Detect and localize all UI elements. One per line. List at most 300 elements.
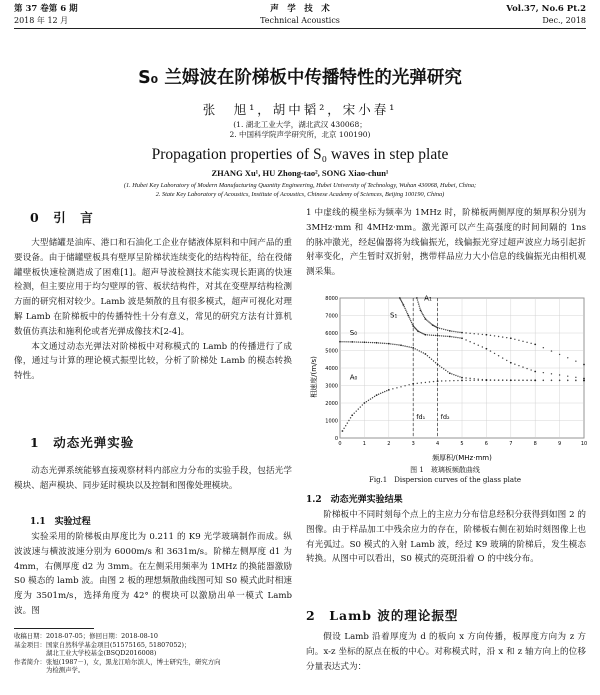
data-point [461,337,463,339]
series-dot [439,328,440,329]
section-2-text [306,630,586,674]
series-dot [360,341,361,342]
series-dot [422,333,423,334]
data-point [486,334,488,336]
page-title: S₀ 兰姆波在阶梯板中传播特性的光弹研究 [138,68,462,88]
series-dot [412,324,413,325]
series-dot [374,396,375,397]
footnote-line: 作者简介：张旭(1987－)，女，黑龙江哈尔滨人，博士研究生，研究方向 [14,657,221,666]
section-1-2-text [306,508,586,567]
data-point [412,347,414,349]
series-dot [424,317,425,318]
series-dot [469,341,470,342]
data-point [364,402,366,404]
series-dot [384,343,385,344]
section-1-2-heading: 1.2 动态光弹实验结果 [306,495,403,505]
header-left-date: 2018 年 12 月 [14,16,69,25]
series-dot [451,330,452,331]
series-dot [439,335,440,336]
series-dot [447,336,448,337]
series-dot [530,369,531,370]
series-dot [392,388,393,389]
series-dot [349,341,350,342]
data-point [437,364,439,366]
series-dot [435,362,436,363]
series-dot [490,350,491,351]
series-dot [408,384,409,385]
series-label: A₀ [349,373,358,382]
data-point [407,315,409,317]
footnote-line: 为检测声学。 [14,666,85,675]
series-dot [441,335,442,336]
section-1-text [14,464,292,494]
data-point [534,343,536,345]
series-dot [431,359,432,360]
footnote-line: 收稿日期：2018-07-05；修回日期：2018-08-10 [14,632,158,640]
series-dot [422,314,423,315]
series-dot [457,380,458,381]
series-dot [498,336,499,337]
series-dot [433,381,434,382]
data-point [583,364,585,366]
footnote-rule [14,628,94,629]
intro-paragraph-2: 本文通过动态光弹法对阶梯板中对称模式的 Lamb 的传播进行了成像，通过与计算的理论模式振型比较，分析了阶梯处 Lamb 的模态转换特性。 [14,341,292,382]
series-dot [514,380,515,381]
data-point [351,414,353,416]
series-dot [421,382,422,383]
series-dot [522,366,523,367]
series-dot [343,341,344,342]
series-dot [423,352,424,353]
series-dot [453,331,454,332]
intro-text [14,236,292,384]
footnote-line: 湖北工业大学校基金(BSQD2016008) [14,649,157,658]
series-dot [382,392,383,393]
data-point [339,341,341,343]
series-dot [478,345,479,346]
title-en: Propagation properties of S₀ waves in step plate [151,146,449,163]
series-dot [433,335,434,336]
series-dot [427,320,428,321]
series-dot [348,420,349,421]
series-dot [530,343,531,344]
series-dot [453,374,454,375]
data-point [461,332,463,334]
series-dot [478,333,479,334]
series-dot [469,380,470,381]
series-dot [421,351,422,352]
series-dot [447,371,448,372]
series-dot [384,391,385,392]
series-dot [354,413,355,414]
section-1-heading: 1 动态光弹实验 [30,435,135,450]
series-dot [368,342,369,343]
figure-caption-en: Fig.1 Dispersion curves of the glass plate [368,476,521,484]
data-point [376,342,378,344]
series-dot [441,328,442,329]
series-dot [559,374,560,375]
data-point [461,380,463,382]
series-dot [502,336,503,337]
series-dot [443,335,444,336]
series-dot [430,322,431,323]
series-dot [474,343,475,344]
series-dot [370,342,371,343]
series-dot [543,372,544,373]
series-dot [390,343,391,344]
series-dot [482,346,483,347]
data-point [449,336,451,338]
series-dot [435,335,436,336]
header-center: 声 学 技 术 [270,4,330,14]
series-dot [372,342,373,343]
series-dot [421,332,422,333]
data-point [425,318,427,320]
series-dot [402,345,403,346]
series-dot [431,323,432,324]
series-dot [506,337,507,338]
series-dot [394,344,395,345]
chart-y-axis-label: 相速度/(m/s) [310,356,318,398]
series-dot [409,318,410,319]
series-dot [402,303,403,304]
series-dot [441,380,442,381]
series-dot [494,353,495,354]
series-dot [494,380,495,381]
data-point [486,379,488,381]
series-dot [398,344,399,345]
series-dot [530,380,531,381]
series-dot [455,331,456,332]
series-dot [408,317,409,318]
series-dot [518,340,519,341]
series-dot [445,329,446,330]
series-dot [374,342,375,343]
footnote [14,632,292,675]
data-point [351,341,353,343]
series-dot [420,332,421,333]
series-dot [356,341,357,342]
series-dot [360,406,361,407]
series-label: A₁ [424,294,432,303]
series-dot [506,380,507,381]
series-dot [411,322,412,323]
series-dot [522,341,523,342]
series-dot [400,386,401,387]
series-dot [575,380,576,381]
data-point [510,362,512,364]
series-dot [494,335,495,336]
series-dot [372,397,373,398]
series-label: S₁ [390,311,398,320]
series-dot [518,380,519,381]
data-point [437,380,439,382]
series-dot [455,337,456,338]
series-dot [429,357,430,358]
series-dot [522,380,523,381]
data-point [437,335,439,337]
data-point [534,371,536,373]
series-dot [366,401,367,402]
affiliation-cn-1: (1. 湖北工业大学，湖北武汉 430068； [233,120,367,129]
y-tick-label: 2000 [325,401,338,407]
series-dot [445,380,446,381]
series-dot [415,348,416,349]
y-tick-label: 6000 [325,331,338,337]
data-point [583,378,585,380]
series-dot [406,311,407,312]
series-dot [543,347,544,348]
series-dot [490,335,491,336]
series-dot [526,380,527,381]
data-point [342,430,344,432]
series-dot [559,380,560,381]
series-dot [543,380,544,381]
series-dot [459,376,460,377]
series-dot [428,321,429,322]
data-point [449,372,451,374]
series-dot [386,343,387,344]
y-tick-label: 5000 [325,348,338,355]
series-dot [426,319,427,320]
data-point [388,343,390,345]
section-1-2-paragraph: 阶梯板中不同时刻每个点上的主应力分布信息经积分获得到如图 2 的图像。由于样品加工中残余应力的存在，阶梯板右侧在初始时刻图像上也有光弧过。S0 模式的入射 Lamb 波，经过 K9 玻璃的阶梯后，发生模态转换。从图中可以看出，S0 模式的亮斑沿着 O 的中线分布。 [306,510,586,565]
series-dot [417,330,418,331]
series-dot [441,367,442,368]
series-dot [514,339,515,340]
series-dot [526,368,527,369]
series-dot [421,311,422,312]
series-dot [354,341,355,342]
series-dot [406,346,407,347]
series-dot [474,333,475,334]
series-dot [567,357,568,358]
series-dot [451,336,452,337]
series-dot [429,334,430,335]
series-dot [396,344,397,345]
series-dot [419,305,420,306]
intro-paragraph-1: 大型储罐是油库、港口和石油化工企业存储液体原料和中间产品的重要设备。由于储罐壁板具有壁厚呈阶梯状连续变化的结构特征，给在役储罐壁板快速检测造成了困难[1]。超声导波检测技术能实现长距离的快速检测，但主要应用于均匀壁厚的管、板状结构件，对其在变壁厚结构检测方面的研究相对较少。Lamb 波是频散的且有很多模式，超声可视化对理解 Lamb 在阶梯板中的传播特性十分有意义，常见的研究方法有计算机数值仿真法和施利伦或者光弹成像技术[2-4]。 [14,238,292,337]
series-dot [404,345,405,346]
affiliation-cn-2: 2. 中国科学院声学研究所，北京 100190) [229,130,371,139]
series-dot [421,312,422,313]
y-tick-label: 3000 [325,383,338,390]
series-dot [419,308,420,309]
series-dot [445,370,446,371]
series-dot [425,382,426,383]
y-tick-label: 1000 [325,418,338,425]
y-tick-label: 4000 [325,366,338,372]
vline-label: fd₂ [440,412,450,421]
y-tick-label: 0 [334,436,338,442]
series-dot [378,342,379,343]
series-dot [429,381,430,382]
x-tick-label: 0 [338,441,342,447]
series-dot [449,380,450,381]
header-rule [14,28,586,29]
section-0-heading: 0 引 言 [30,210,94,225]
series-dot [526,342,527,343]
data-point [364,341,366,343]
x-tick-label: 4 [436,441,440,447]
data-point [400,344,402,346]
dispersion-chart [306,292,588,464]
series-dot [404,308,405,309]
series-dot [345,425,346,426]
section-1-1-paragraph: 实验采用的阶梯板由厚度比为 0.211 的 K9 光学玻璃制作而成。纵波波速与横波波速分别为 6000m/s 和 3631m/s。阶梯左侧厚度 d1 为 4mm，右侧厚度 d2 为 3mm。在左侧采用频率为 1MHz 的换能器激励 S0 模态的 lamb 波。由图 2 板的理想频散曲线图可知 S0 模式此时相速度为 3501m/s，选择角度为 42° 的楔块可以激励出单一模式 Lamb 波。图 [14,532,292,616]
series-dot [419,350,420,351]
section-2-paragraph: 假设 Lamb 沿着厚度为 d 的板向 x 方向传播，板厚度方向为 z 方向。x-z 坐标的原点在板的中心。对称模式时，沿 x 和 z 轴方向上的位移分量表达式为： [306,632,586,672]
data-point [420,309,422,311]
series-dot [465,380,466,381]
series-dot [469,333,470,334]
series-dot [465,339,466,340]
vline-label: fd₁ [416,412,426,421]
series-dot [457,337,458,338]
y-tick-label: 8000 [325,296,338,302]
series-dot [514,364,515,365]
series-dot [404,306,405,307]
series-dot [478,380,479,381]
series-dot [366,342,367,343]
series-dot [404,385,405,386]
series-dot [502,380,503,381]
series-dot [419,331,420,332]
series-dot [465,332,466,333]
section-1-1-text [14,530,292,619]
series-dot [368,400,369,401]
series-dot [457,375,458,376]
data-point [534,379,536,381]
header-right-date: Dec., 2018 [542,16,586,25]
chart-x-axis-label: 频厚积/(MHz·mm) [432,454,492,462]
series-dot [451,373,452,374]
series-dot [380,342,381,343]
right-top-paragraph: 1 中虚线的模坐标为频率为 1MHz 时，阶梯板两侧厚度的频厚积分别为 3MHz·mm 和 4MHz·mm。激光源可以产生高强度的时间间隔的 1ns 的脉冲激光，经起偏器将为线偏振光，线偏振光穿过超声波应力场引起折射率变化，产生暂时双折射，携带样品应力大小信息的线偏振光由相机观测采集。 [306,208,586,278]
series-dot [498,355,499,356]
series-dot [370,398,371,399]
section-2-heading: 2 Lamb 波的理论振型 [306,608,459,623]
series-dot [567,380,568,381]
series-dot [362,342,363,343]
series-dot [439,365,440,366]
series-dot [459,332,460,333]
data-point [388,389,390,391]
series-dot [378,394,379,395]
series-dot [474,380,475,381]
series-dot [567,375,568,376]
data-point [461,377,463,379]
series-dot [433,360,434,361]
series-dot [575,360,576,361]
x-tick-label: 7 [509,441,513,447]
series-dot [427,355,428,356]
data-point [449,330,451,332]
series-label: S₀ [349,328,358,337]
series-dot [490,380,491,381]
series-dot [380,393,381,394]
header-center-en: Technical Acoustics [260,16,340,25]
series-dot [382,343,383,344]
series-dot [350,417,351,418]
series-dot [459,337,460,338]
affiliation-en-2: 2. State Key Laboratory of Acoustics, Institute of Acoustics, Chinese Academy of Sciences, Beijing 100190, China) [155,191,445,198]
data-point [486,348,488,350]
series-dot [341,341,342,342]
series-dot [356,410,357,411]
header-right: Vol.37, No.6 Pt.2 [506,4,586,14]
x-tick-label: 6 [484,441,488,447]
series-dot [443,329,444,330]
data-point [510,337,512,339]
x-tick-label: 2 [387,441,391,447]
series-dot [518,365,519,366]
series-dot [362,404,363,405]
series-dot [427,334,428,335]
data-point [583,379,585,381]
series-dot [453,380,454,381]
series-dot [436,327,437,328]
series-dot [417,349,418,350]
x-tick-label: 3 [411,441,415,447]
series-dot [443,368,444,369]
series-dot [358,341,359,342]
data-point [510,379,512,381]
series-dot [457,331,458,332]
x-tick-label: 10 [580,441,588,447]
series-dot [551,350,552,351]
series-dot [482,380,483,381]
journal-issue [506,4,586,26]
series-dot [559,354,560,355]
series-dot [469,378,470,379]
series-dot [410,320,411,321]
series-dot [396,387,397,388]
series-dot [347,422,348,423]
series-dot [418,303,419,304]
x-tick-label: 1 [362,441,366,447]
series-dot [392,344,393,345]
series-dot [465,377,466,378]
series-dot [410,347,411,348]
series-dot [447,330,448,331]
series-dot [431,334,432,335]
series-dot [575,377,576,378]
series-dot [474,378,475,379]
footnote-line: 基金项目：国家自然科学基金项目(51575165, 51807052)； [14,640,191,649]
authors-en: ZHANG Xu¹, HU Zhong-tao², SONG Xiao-chun¹ [211,168,389,178]
series-dot [343,428,344,429]
section-1-paragraph: 动态光弹系统能够直接观察材料内部应力分布的实验手段，包括光学模块、超声模块、同步延时模块以及控制和图像处理模块。 [14,466,292,491]
series-dot [408,346,409,347]
series-dot [498,380,499,381]
series-dot [358,408,359,409]
y-tick-label: 7000 [325,313,338,320]
series-dot [455,375,456,376]
data-point [376,394,378,396]
x-tick-label: 9 [558,441,562,447]
data-point [425,353,427,355]
figure-caption-cn: 图 1 玻璃板频散曲线 [410,466,480,474]
header-left: 第 37 卷第 6 期 [14,4,78,14]
series-dot [551,380,552,381]
series-dot [405,310,406,311]
data-point [416,297,418,299]
series-dot [423,333,424,334]
series-dot [386,390,387,391]
series-dot [502,357,503,358]
series-dot [417,299,418,300]
